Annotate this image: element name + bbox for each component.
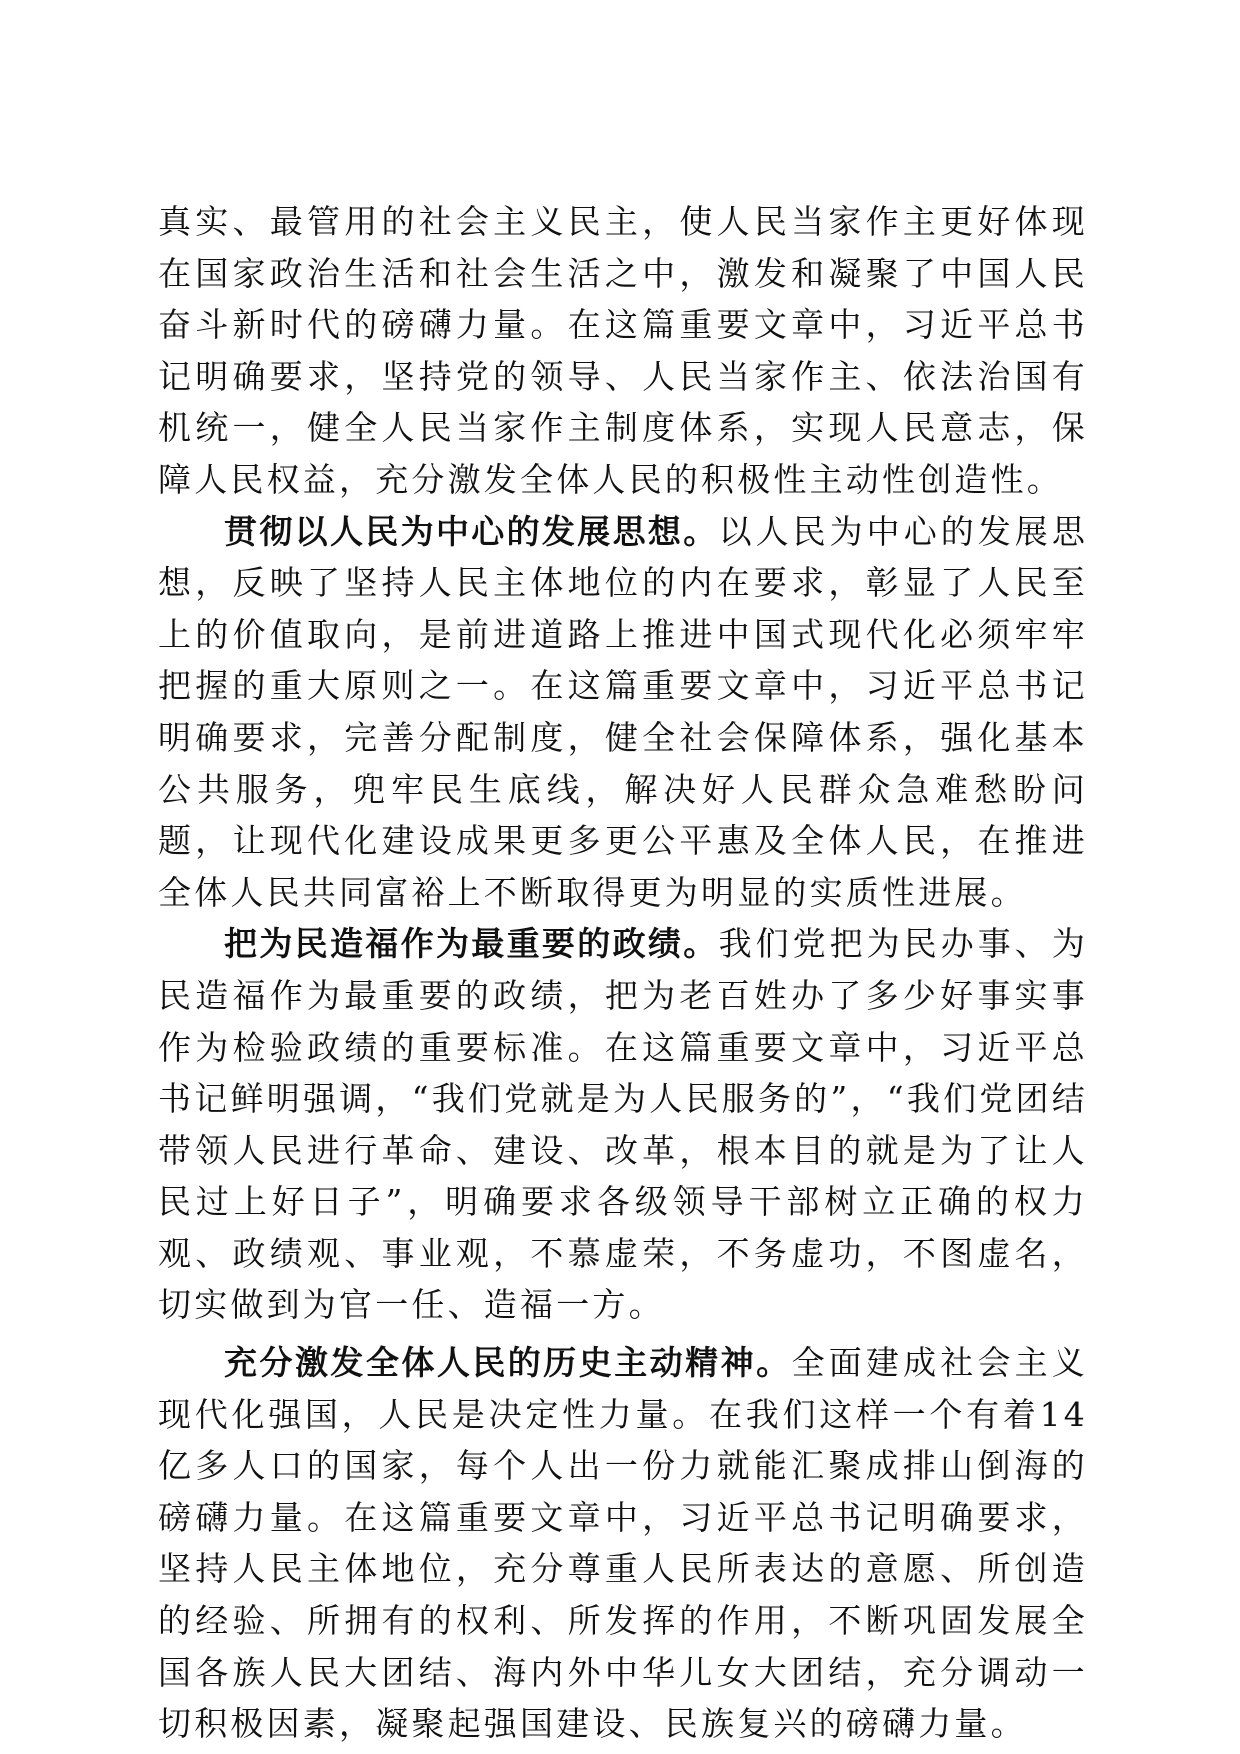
document-page bbox=[158, 196, 1088, 1750]
paragraph-heading: 把为民造福作为最重要的政绩。 bbox=[224, 924, 719, 964]
paragraph-welfare-as-achievement bbox=[158, 918, 1088, 1331]
paragraph-heading: 充分激发全体人民的历史主动精神。 bbox=[224, 1343, 792, 1383]
paragraph-body: 我们党把为民办事、为民造福作为最重要的政绩，把为老百姓办了多少好事实事作为检验政绩的重要标准。在这篇重要文章中，习近平总书记鲜明强调，“我们党就是为人民服务的”，“我们党团结带领人民进行革命、建设、改革，根本目的就是为了让人民过上好日子”，明确要求各级领导干部树立正确的权力观、政绩观、事业观，不慕虚荣，不务虚功，不图虚名，切实做到为官一任、造福一方。 bbox=[158, 924, 1089, 1325]
paragraph-people-centered-development bbox=[158, 506, 1088, 919]
paragraph-body: 以人民为中心的发展思想，反映了坚持人民主体地位的内在要求，彰显了人民至上的价值取向，是前进道路上推进中国式现代化必须牢牢把握的重大原则之一。在这篇重要文章中，习近平总书记明确要求，完善分配制度，健全社会保障体系，强化基本公共服务，兜牢民生底线，解决好人民群众急难愁盼问题，让现代化建设成果更多更公平惠及全体人民，在推进全体人民共同富裕上不断取得更为明显的实质性进展。 bbox=[158, 511, 1089, 912]
paragraph-body: 真实、最管用的社会主义民主，使人民当家作主更好体现在国家政治生活和社会生活之中，激发和凝聚了中国人民奋斗新时代的磅礴力量。在这篇重要文章中，习近平总书记明确要求，坚持党的领导、人民当家作主、依法治国有机统一，健全人民当家作主制度体系，实现人民意志，保障人民权益，充分激发全体人民的积极性主动性创造性。 bbox=[158, 202, 1088, 499]
paragraph-historical-initiative bbox=[158, 1337, 1088, 1750]
paragraph-body: 全面建成社会主义现代化强国，人民是决定性力量。在我们这样一个有着14亿多人口的国家，每个人出一份力就能汇聚成排山倒海的磅礴力量。在这篇重要文章中，习近平总书记明确要求，坚持人民主体地位，充分尊重人民所表达的意愿、所创造的经验、所拥有的权利、所发挥的作用，不断巩固发展全国各族人民大团结、海内外中华儿女大团结，充分调动一切积极因素，凝聚起强国建设、民族复兴的磅礴力量。 bbox=[158, 1343, 1088, 1744]
paragraph-continuation bbox=[158, 196, 1088, 506]
paragraph-heading: 贯彻以人民为中心的发展思想。 bbox=[224, 511, 719, 551]
